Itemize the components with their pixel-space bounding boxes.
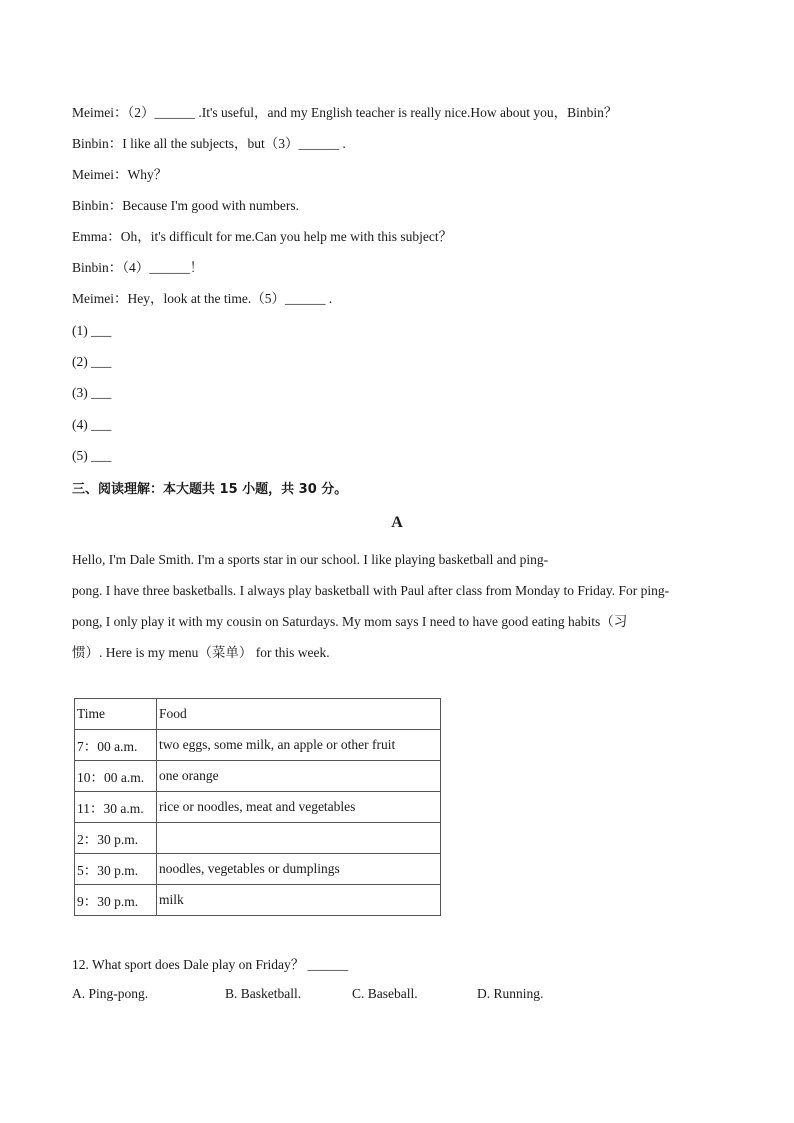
food-cell: milk — [157, 885, 441, 916]
table-header-row — [75, 699, 441, 730]
time-cell: 2：30 p.m. — [75, 823, 157, 854]
table-row — [75, 730, 441, 761]
answer-blank-4: (4) ___ — [72, 417, 112, 432]
dialogue-line: Binbin：I like all the subjects，but（3）______ . — [72, 136, 346, 151]
option-b: B. Basketball. — [225, 986, 302, 1001]
time-cell: 7：00 a.m. — [75, 730, 157, 761]
dialogue-line: Binbin：Because I'm good with numbers. — [72, 198, 300, 213]
table-row — [75, 854, 441, 885]
dialogue-line: Meimei：Hey，look at the time.（5）______ . — [72, 291, 333, 306]
dialogue-line: Emma：Oh，it's difficult for me.Can you help me with this subject？ — [72, 229, 453, 244]
passage-title: A — [391, 514, 403, 531]
passage-line: pong. I have three basketballs. I always play basketball with Paul after class from Monday to Friday. For ping- — [72, 583, 670, 598]
time-cell: 10：00 a.m. — [75, 761, 157, 792]
passage-line: 惯）. Here is my menu（菜单） for this week. — [72, 645, 330, 660]
header-food: Food — [157, 699, 441, 730]
option-a: A. Ping-pong. — [72, 986, 149, 1001]
time-cell: 9：30 p.m. — [75, 885, 157, 916]
food-cell: one orange — [157, 761, 441, 792]
header-time: Time — [75, 699, 157, 730]
dialogue-line: Meimei：（2）______ .It's useful，and my English teacher is really nice.How about you，Binbin？ — [72, 105, 618, 120]
table-row — [75, 885, 441, 916]
dialogue-line: Binbin：（4）______！ — [72, 260, 204, 275]
food-cell: two eggs, some milk, an apple or other fruit — [157, 730, 441, 761]
table-row — [75, 761, 441, 792]
time-cell: 11：30 a.m. — [75, 792, 157, 823]
option-d: D. Running. — [477, 986, 544, 1001]
food-cell — [157, 823, 441, 854]
answer-blank-2: (2) ___ — [72, 354, 112, 369]
menu-table — [74, 698, 441, 916]
question-text: 12. What sport does Dale play on Friday？ ______ — [72, 957, 349, 972]
passage-line: pong, I only play it with my cousin on Saturdays. My mom says I need to have good eating habits（习 — [72, 614, 628, 629]
table-row — [75, 792, 441, 823]
food-cell: noodles, vegetables or dumplings — [157, 854, 441, 885]
answer-blank-5: (5) ___ — [72, 448, 112, 463]
section-heading: 三、阅读理解：本大题共 15 小题，共 30 分。 — [72, 482, 348, 497]
food-cell: rice or noodles, meat and vegetables — [157, 792, 441, 823]
option-c: C. Baseball. — [352, 986, 418, 1001]
answer-blank-1: (1) ___ — [72, 323, 112, 338]
answer-blank-3: (3) ___ — [72, 385, 112, 400]
time-cell: 5：30 p.m. — [75, 854, 157, 885]
passage-line: Hello, I'm Dale Smith. I'm a sports star in our school. I like playing basketball and ping- — [72, 552, 549, 567]
dialogue-line: Meimei：Why？ — [72, 167, 168, 182]
table-row — [75, 823, 441, 854]
